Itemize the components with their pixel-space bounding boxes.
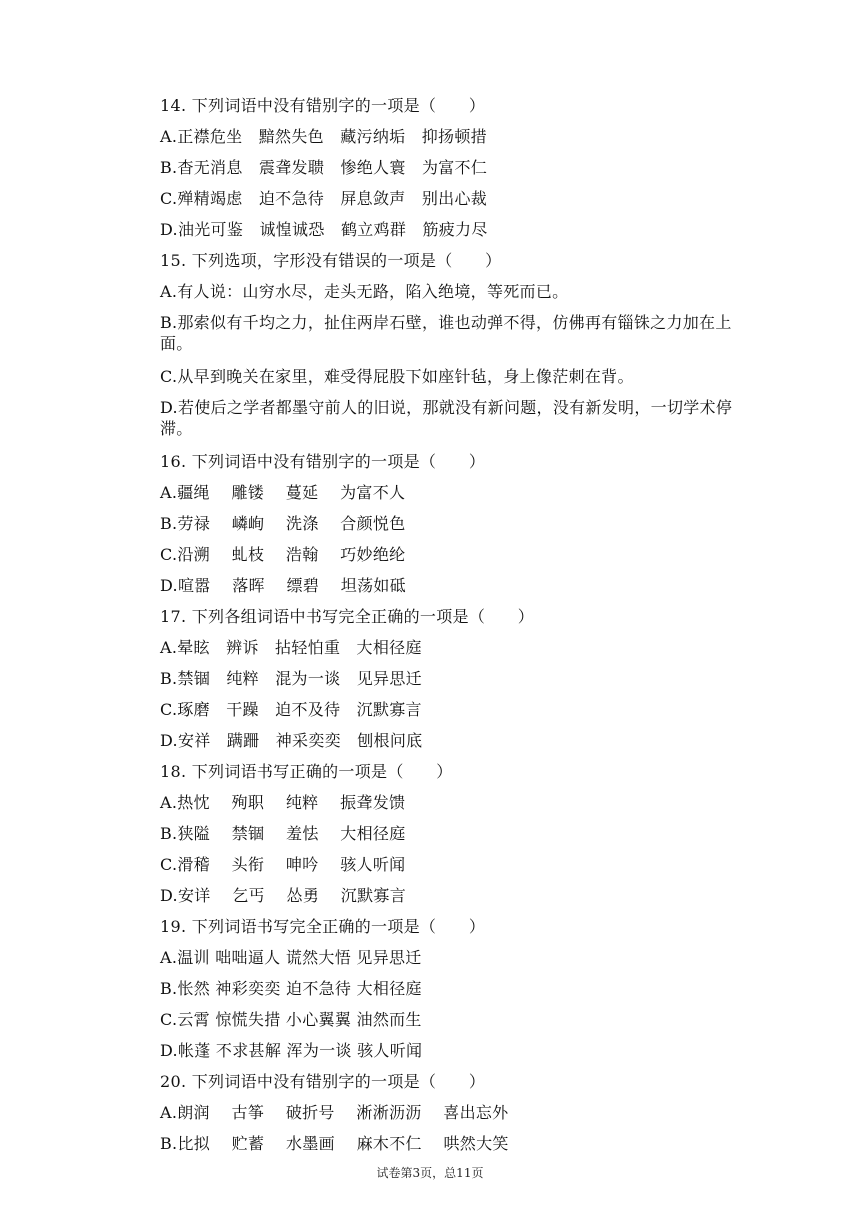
question-20-option-b: B.比拟 贮蓄 水墨画 麻木不仁 哄然大笑	[160, 1134, 509, 1153]
question-15-option-b: B.那索似有千均之力，扯住两岸石壁，谁也动弹不得，仿佛再有锱铢之力加在上面。	[160, 313, 732, 353]
question-15-option-d: D.若使后之学者都墨守前人的旧说，那就没有新问题，没有新发明，一切学术停滞。	[160, 398, 733, 438]
question-16-option-c: C.沿溯 虬枝 浩翰 巧妙绝纶	[160, 545, 406, 564]
question-20-option-a: A.朗润 古筝 破折号 淅淅沥沥 喜出忘外	[160, 1103, 509, 1122]
question-16-option-a: A.疆绳 雕镂 蔓延 为富不人	[160, 483, 406, 502]
question-17-option-c: C.琢磨 干躁 迫不及待 沉默寡言	[160, 700, 422, 719]
question-18-option-b: B.狭隘 禁锢 羞怯 大相径庭	[160, 824, 406, 843]
question-15-option-c: C.从早到晚关在家里，难受得屁股下如座针毡，身上像茫刺在背。	[160, 367, 634, 386]
question-19-option-d: D.帐蓬 不求甚解 浑为一谈 骇人听闻	[160, 1041, 423, 1060]
question-17-option-d: D.安祥 蹒跚 神采奕奕 刨根问底	[160, 731, 423, 750]
question-18-option-c: C.滑稽 头衔 呻吟 骇人听闻	[160, 855, 406, 874]
question-19-stem: 19. 下列词语书写完全正确的一项是（ ）	[160, 917, 486, 936]
page-footer: 试卷第3页，总11页	[376, 1166, 484, 1180]
question-17-option-a: A.晕眩 辨诉 拈轻怕重 大相径庭	[160, 638, 422, 657]
question-19-option-a: A.温训 咄咄逼人 谎然大悟 见异思迁	[160, 948, 422, 967]
question-18-option-a: A.热忱 殉职 纯粹 振聋发馈	[160, 793, 406, 812]
question-14-option-d: D.油光可鉴 诚惶诚恐 鹤立鸡群 筋疲力尽	[160, 220, 488, 239]
question-14-option-a: A.正襟危坐 黯然失色 藏污纳垢 抑扬顿措	[160, 127, 487, 146]
question-15-option-a: A.有人说：山穷水尽，走头无路，陷入绝境，等死而已。	[160, 282, 569, 301]
question-16-option-d: D.喧嚣 落晖 缥碧 坦荡如砥	[160, 576, 407, 595]
question-15-stem: 15. 下列选项，字形没有错误的一项是（ ）	[160, 251, 502, 270]
question-17-stem: 17. 下列各组词语中书写完全正确的一项是（ ）	[160, 607, 535, 626]
question-16-stem: 16. 下列词语中没有错别字的一项是（ ）	[160, 452, 486, 471]
question-19-option-b: B.怅然 神彩奕奕 迫不急待 大相径庭	[160, 979, 422, 998]
question-14-stem: 14. 下列词语中没有错别字的一项是（ ）	[160, 96, 486, 115]
question-16-option-b: B.劳禄 嶙峋 洗涤 合颜悦色	[160, 514, 406, 533]
question-14-option-b: B.杳无消息 震聋发聩 惨绝人寰 为富不仁	[160, 158, 488, 177]
question-14-option-c: C.殚精竭虑 迫不急待 屏息敛声 别出心裁	[160, 189, 488, 208]
question-18-stem: 18. 下列词语书写正确的一项是（ ）	[160, 762, 453, 781]
question-18-option-d: D.安详 乞丐 怂勇 沉默寡言	[160, 886, 407, 905]
question-17-option-b: B.禁锢 纯粹 混为一谈 见异思迁	[160, 669, 422, 688]
question-20-stem: 20. 下列词语中没有错别字的一项是（ ）	[160, 1072, 486, 1091]
question-19-option-c: C.云霄 惊慌失措 小心翼翼 油然而生	[160, 1010, 422, 1029]
